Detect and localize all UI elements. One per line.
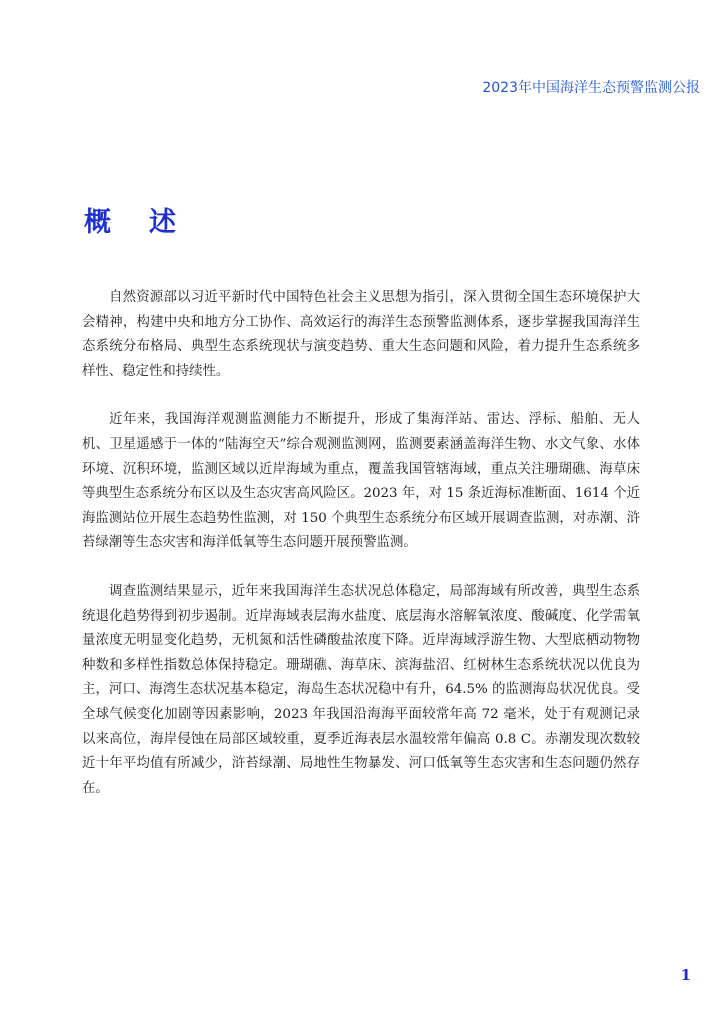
paragraph-overview-intro: 自然资源部以习近平新时代中国特色社会主义思想为指引，深入贯彻全国生态环境保护大会精神，构建中央和地方分工协作、高效运行的海洋生态预警监测体系，逐步掌握我国海洋生态系统分布格局、典型生态系统现状与演变趋势、重大生态问题和风险，着力提升生态系统多样性、稳定性和持续性。 [82, 290, 640, 379]
chapter-title-char-1: 概 [84, 207, 111, 238]
body-text [82, 286, 640, 801]
chapter-title-char-2: 述 [149, 207, 176, 238]
paragraph-monitoring-results: 调查监测结果显示，近年来我国海洋生态状况总体稳定，局部海域有所改善，典型生态系统退化趋势得到初步遏制。近岸海域表层海水盐度、底层海水溶解氧浓度、酸碱度、化学需氧量浓度无明显变化趋势，无机氮和活性磷酸盐浓度下降。近岸海域浮游生物、大型底栖动物物种数和多样性指数总体保持稳定。珊瑚礁、海草床、滨海盐沼、红树林生态系统状况以优良为主，河口、海湾生态状况基本稳定，海岛生态状况稳中有升，64.5% 的监测海岛状况优良。受全球气候变化加剧等因素影响，2023 年我国沿海海平面较常年高 72 毫米，处于有观测记录以来高位，海岸侵蚀在局部区域较重，夏季近海表层水温较常年偏高 0.8 C。赤潮发现次数较近十年平均值有所减少，浒苔绿潮、局地性生物暴发、河口低氧等生态灾害和生态问题仍然存在。 [82, 583, 640, 796]
paragraph-monitoring-capacity: 近年来，我国海洋观测监测能力不断提升，形成了集海洋站、雷达、浮标、船舶、无人机、卫星遥感于一体的“陆海空天”综合观测监测网，监测要素涵盖海洋生物、水文气象、水体环境、沉积环境，监测区域以近岸海域为重点，覆盖我国管辖海域，重点关注珊瑚礁、海草床等典型生态系统分布区以及生态灾害高风险区。2023 年，对 15 条近海标准断面、1614 个近海监测站位开展生态趋势性监测，对 150 个典型生态系统分布区域开展调查监测，对赤潮、浒苔绿潮等生态灾害和海洋低氧等生态问题开展预警监测。 [82, 412, 640, 551]
chapter-title [84, 200, 176, 239]
page-number: 1 [680, 966, 691, 984]
running-header-report-title: 2023年中国海洋生态预警监测公报 [482, 80, 700, 96]
